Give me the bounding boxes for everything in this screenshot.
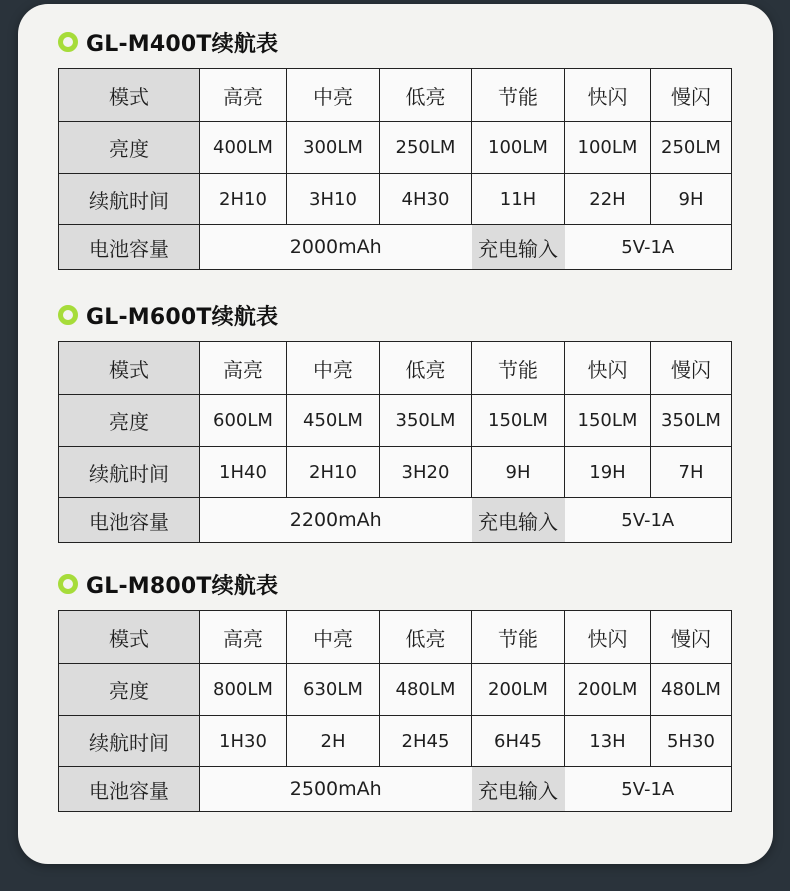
runtime-table — [58, 68, 732, 270]
runtime-cell: 13H — [565, 716, 651, 767]
runtime-cell: 9H — [472, 447, 565, 498]
brightness-cell: 150LM — [565, 395, 651, 447]
mode-cell: 慢闪 — [651, 69, 732, 122]
table-row-mode — [59, 342, 732, 395]
input-value: 5V-1A — [565, 498, 732, 543]
table-row-runtime — [59, 447, 732, 498]
mode-cell: 节能 — [472, 69, 565, 122]
brightness-cell: 250LM — [651, 122, 732, 174]
brightness-cell: 200LM — [472, 664, 565, 716]
battery-value: 2000mAh — [200, 225, 472, 270]
runtime-cell: 1H40 — [200, 447, 287, 498]
runtime-cell: 2H10 — [287, 447, 380, 498]
runtime-table — [58, 341, 732, 543]
brightness-header: 亮度 — [59, 122, 200, 174]
table-row-brightness — [59, 664, 732, 716]
table-row-runtime — [59, 174, 732, 225]
section-title: GL-M600T续航表 — [86, 304, 279, 330]
runtime-cell: 22H — [565, 174, 651, 225]
bullet-icon — [58, 32, 78, 52]
brightness-cell: 400LM — [200, 122, 287, 174]
runtime-header: 续航时间 — [59, 447, 200, 498]
table-row-runtime — [59, 716, 732, 767]
runtime-cell: 11H — [472, 174, 565, 225]
table-row-mode — [59, 69, 732, 122]
runtime-cell: 19H — [565, 447, 651, 498]
runtime-cell: 2H10 — [200, 174, 287, 225]
battery-header: 电池容量 — [59, 225, 200, 270]
mode-cell: 高亮 — [200, 69, 287, 122]
mode-cell: 中亮 — [287, 611, 380, 664]
brightness-cell: 450LM — [287, 395, 380, 447]
mode-cell: 慢闪 — [651, 342, 732, 395]
brightness-cell: 800LM — [200, 664, 287, 716]
battery-header: 电池容量 — [59, 767, 200, 812]
brightness-cell: 150LM — [472, 395, 565, 447]
brightness-header: 亮度 — [59, 395, 200, 447]
mode-cell: 低亮 — [380, 611, 472, 664]
bullet-icon — [58, 574, 78, 594]
section-title: GL-M400T续航表 — [86, 31, 279, 57]
table-row-battery — [59, 225, 732, 270]
runtime-cell: 7H — [651, 447, 732, 498]
mode-header: 模式 — [59, 342, 200, 395]
mode-cell: 慢闪 — [651, 611, 732, 664]
mode-header: 模式 — [59, 611, 200, 664]
mode-cell: 节能 — [472, 342, 565, 395]
mode-cell: 低亮 — [380, 69, 472, 122]
runtime-cell: 1H30 — [200, 716, 287, 767]
brightness-cell: 100LM — [472, 122, 565, 174]
brightness-cell: 250LM — [380, 122, 472, 174]
table-row-battery — [59, 498, 732, 543]
section-heading — [58, 570, 278, 598]
bullet-icon — [58, 305, 78, 325]
mode-cell: 快闪 — [565, 342, 651, 395]
brightness-cell: 600LM — [200, 395, 287, 447]
input-header: 充电输入 — [472, 225, 565, 270]
brightness-header: 亮度 — [59, 664, 200, 716]
brightness-cell: 200LM — [565, 664, 651, 716]
brightness-cell: 350LM — [651, 395, 732, 447]
runtime-cell: 3H10 — [287, 174, 380, 225]
section-heading — [58, 28, 278, 56]
table-row-mode — [59, 611, 732, 664]
table-row-brightness — [59, 122, 732, 174]
runtime-cell: 4H30 — [380, 174, 472, 225]
runtime-cell: 3H20 — [380, 447, 472, 498]
table-row-battery — [59, 767, 732, 812]
runtime-cell: 6H45 — [472, 716, 565, 767]
brightness-cell: 100LM — [565, 122, 651, 174]
runtime-cell: 2H — [287, 716, 380, 767]
mode-cell: 高亮 — [200, 342, 287, 395]
table-row-brightness — [59, 395, 732, 447]
runtime-cell: 9H — [651, 174, 732, 225]
brightness-cell: 350LM — [380, 395, 472, 447]
spec-card — [18, 4, 773, 864]
input-header: 充电输入 — [472, 498, 565, 543]
mode-cell: 中亮 — [287, 69, 380, 122]
section-title: GL-M800T续航表 — [86, 573, 279, 599]
input-header: 充电输入 — [472, 767, 565, 812]
mode-cell: 中亮 — [287, 342, 380, 395]
input-value: 5V-1A — [565, 767, 732, 812]
runtime-header: 续航时间 — [59, 174, 200, 225]
mode-cell: 快闪 — [565, 611, 651, 664]
runtime-cell: 5H30 — [651, 716, 732, 767]
brightness-cell: 480LM — [380, 664, 472, 716]
input-value: 5V-1A — [565, 225, 732, 270]
runtime-header: 续航时间 — [59, 716, 200, 767]
section-heading — [58, 301, 278, 329]
runtime-table — [58, 610, 732, 812]
brightness-cell: 300LM — [287, 122, 380, 174]
runtime-cell: 2H45 — [380, 716, 472, 767]
mode-cell: 高亮 — [200, 611, 287, 664]
mode-header: 模式 — [59, 69, 200, 122]
mode-cell: 快闪 — [565, 69, 651, 122]
mode-cell: 节能 — [472, 611, 565, 664]
battery-value: 2500mAh — [200, 767, 472, 812]
brightness-cell: 480LM — [651, 664, 732, 716]
mode-cell: 低亮 — [380, 342, 472, 395]
brightness-cell: 630LM — [287, 664, 380, 716]
battery-header: 电池容量 — [59, 498, 200, 543]
battery-value: 2200mAh — [200, 498, 472, 543]
